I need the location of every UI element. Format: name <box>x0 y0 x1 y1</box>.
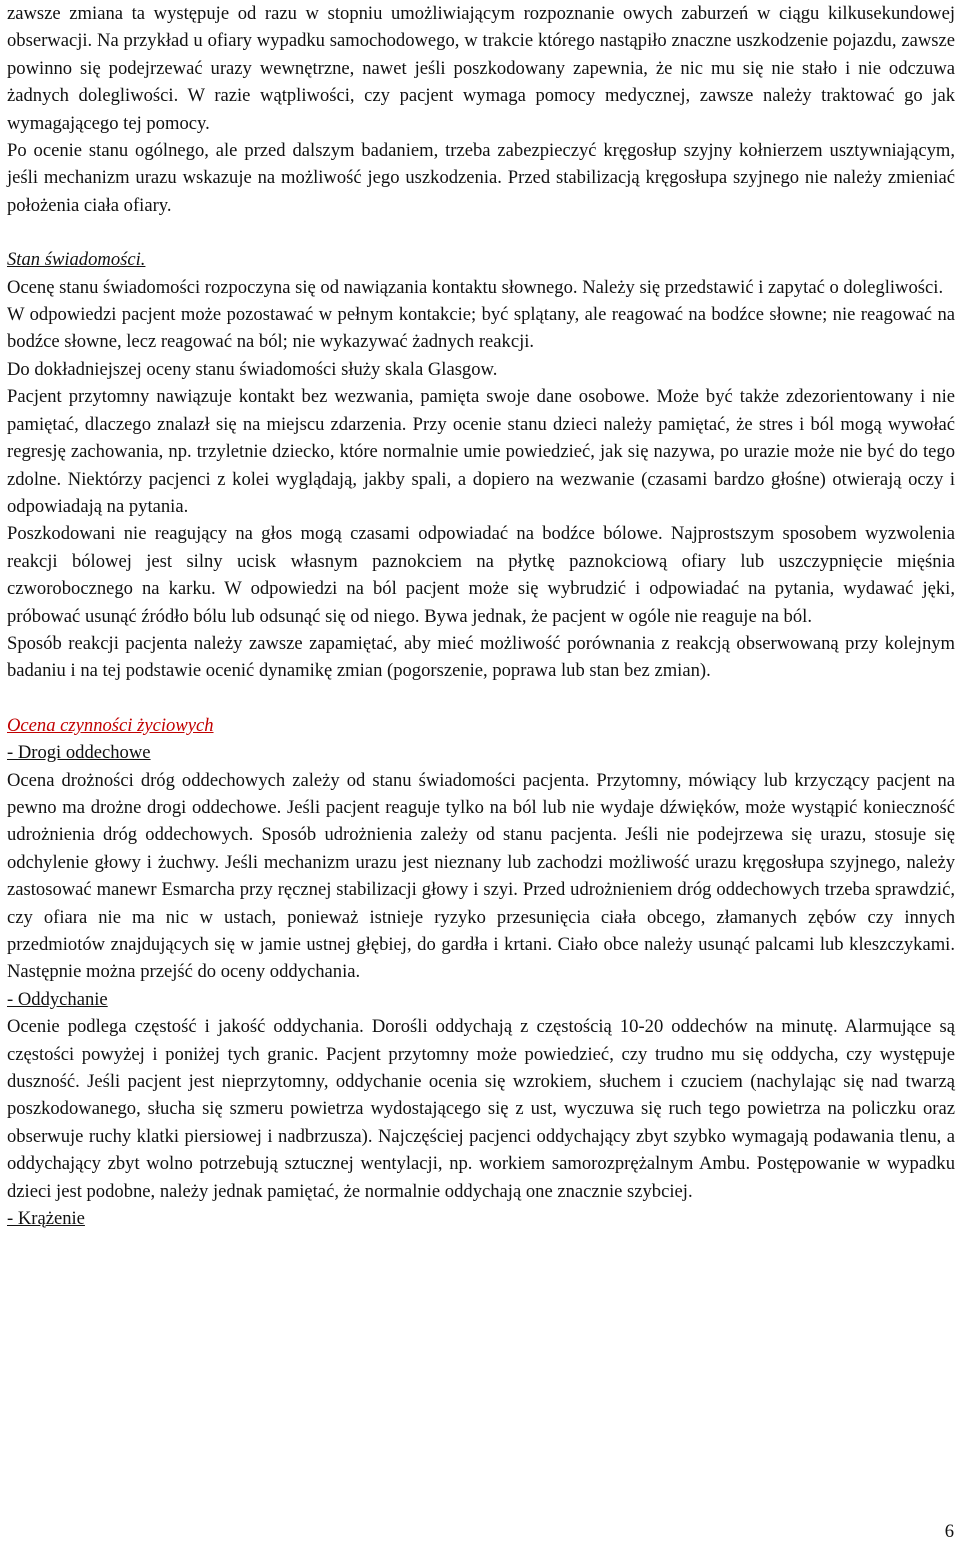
paragraph-consciousness-1: Ocenę stanu świadomości rozpoczyna się od nawiązania kontaktu słownego. Należy się przedstawić i zapytać o dolegliwości. <box>7 276 944 298</box>
paragraph-consciousness-3: Do dokładniejszej oceny stanu świadomości służy skala Glasgow. <box>7 358 498 380</box>
paragraph-breathing: Ocenie podlega częstość i jakość oddychania. Dorośli oddychają z częstością 10-20 oddechów na minutę. Alarmujące są częstości powyżej i poniżej tych granic. Pacjent przytomny może powiedzieć, czy trudno mu się oddycha, czy występuje duszność. Jeśli pacjent jest nieprzytomny, oddychanie ocenia się wzrokiem, słuchem i czuciem (nachylając się nad twarzą poszkodowanego, słucha się szmeru powietrza wydostającego się z ust, wyczuwa się ruch tego powietrza na policzku oraz obserwuje ruchy klatki piersiowej i nadbrzusza). Najczęściej pacjenci oddychający zbyt szybko wymagają podawania tlenu, a oddychający zbyt wolno potrzebują sztucznej wentylacji, np. workiem samorozprężalnym Ambu. Postępowanie w wypadku dzieci jest podobne, należy jednak pamiętać, że normalnie oddychają one znacznie szybciej. <box>7 1016 955 1202</box>
paragraph-consciousness-5: Poszkodowani nie reagujący na głos mogą czasami odpowiadać na bodźce bólowe. Najprostszym sposobem wyzwolenia reakcji bólowej jest silny ucisk własnym paznokciem na płytkę paznokciową ofiary lub uszczypnięcie mięśnia czworobocznego na karku. W odpowiedzi na ból pacjent może się wybrudzić i odpowiadać na pytania, wydawać jęki, próbować usunąć źródło bólu lub odsunąć się od niego. Bywa jednak, że pacjent w ogóle nie reaguje na ból. <box>7 523 955 627</box>
heading-airways: - Drogi oddechowe <box>7 742 151 764</box>
paragraph-intro: zawsze zmiana ta występuje od razu w stopniu umożliwiającym rozpoznanie owych zaburzeń w ciągu kilkusekundowej obserwacji. Na przykład u ofiary wypadku samochodowego, w trakcie którego nastąpiło znaczne uszkodzenie pojazdu, zawsze powinno się podejrzewać urazy wewnętrzne, nawet jeśli poszkodowany zapewnia, że nic mu się nie stało i nie odczuwa żadnych dolegliwości. W razie wątpliwości, czy pacjent wymaga pomocy medycznej, zawsze należy traktować go jak wymagającego tej pomocy. <box>7 3 955 134</box>
heading-consciousness: Stan świadomości. <box>7 249 146 271</box>
heading-vital-functions: Ocena czynności życiowych <box>7 714 214 736</box>
spacer <box>7 685 955 712</box>
heading-circulation: - Krążenie <box>7 1208 85 1230</box>
paragraph-airways: Ocena drożności dróg oddechowych zależy od stanu świadomości pacjenta. Przytomny, mówiący lub krzyczący pacjent na pewno ma drożne drogi oddechowe. Jeśli pacjent reaguje tylko na ból lub nie wydaje dźwięków, może wystąpić konieczność udrożnienia dróg oddechowych. Sposób udrożnienia zależy od stanu pacjenta. Jeśli nie podejrzewa się urazu, stosuje się odchylenie głowy i żuchwy. Jeśli mechanizm urazu jest nieznany lub zachodzi możliwość urazu kręgosłupa szyjnego, należy zastosować manewr Esmarcha przy ręcznej stabilizacji głowy i szyi. Przed udrożnieniem dróg oddechowych trzeba sprawdzić, czy ofiara nie ma nic w ustach, ponieważ istnieje ryzyko przesunięcia ciała obcego, złamanych zębów czy innych przedmiotów znajdujących się w jamie ustnej głębiej, do gardła i krtani. Ciało obce należy usunąć palcami lub kleszczykami. Następnie można przejść do oceny oddychania. <box>7 769 955 983</box>
paragraph-consciousness-4: Pacjent przytomny nawiązuje kontakt bez wezwania, pamięta swoje dane osobowe. Może być także zdezorientowany i nie pamiętać, dlaczego znalazł się na miejscu zdarzenia. Przy ocenie stanu dzieci należy pamiętać, że stres i ból mogą wywołać regresję zachowania, np. trzyletnie dziecko, które normalnie umie powiedzieć, jak się nazywa, po urazie może nie być do tego zdolne. Niektórzy pacjenci z kolei wyglądają, jakby spali, a dopiero na wezwanie (czasami bardzo głośne) otwierają oczy i odpowiadają na pytania. <box>7 386 955 517</box>
paragraph-consciousness-2: W odpowiedzi pacjent może pozostawać w pełnym kontakcie; być splątany, ale reagować na bodźce słowne; nie reagować na bodźce słowne, lecz reagować na ból; nie wykazywać żadnych reakcji. <box>7 304 955 353</box>
paragraph-spine: Po ocenie stanu ogólnego, ale przed dalszym badaniem, trzeba zabezpieczyć kręgosłup szyjny kołnierzem usztywniającym, jeśli mechanizm urazu wskazuje na możliwość jego uszkodzenia. Przed stabilizacją kręgosłupa szyjnego nie należy zmieniać położenia ciała ofiary. <box>7 140 955 216</box>
document-page <box>7 0 955 1232</box>
heading-breathing: - Oddychanie <box>7 988 108 1010</box>
paragraph-consciousness-6: Sposób reakcji pacjenta należy zawsze zapamiętać, aby mieć możliwość porównania z reakcją obserwowaną przy kolejnym badaniu i na tej podstawie ocenić dynamikę zmian (pogorszenie, poprawa lub stan bez zmian). <box>7 632 955 682</box>
spacer <box>7 219 955 246</box>
page-number: 6 <box>944 1521 954 1542</box>
